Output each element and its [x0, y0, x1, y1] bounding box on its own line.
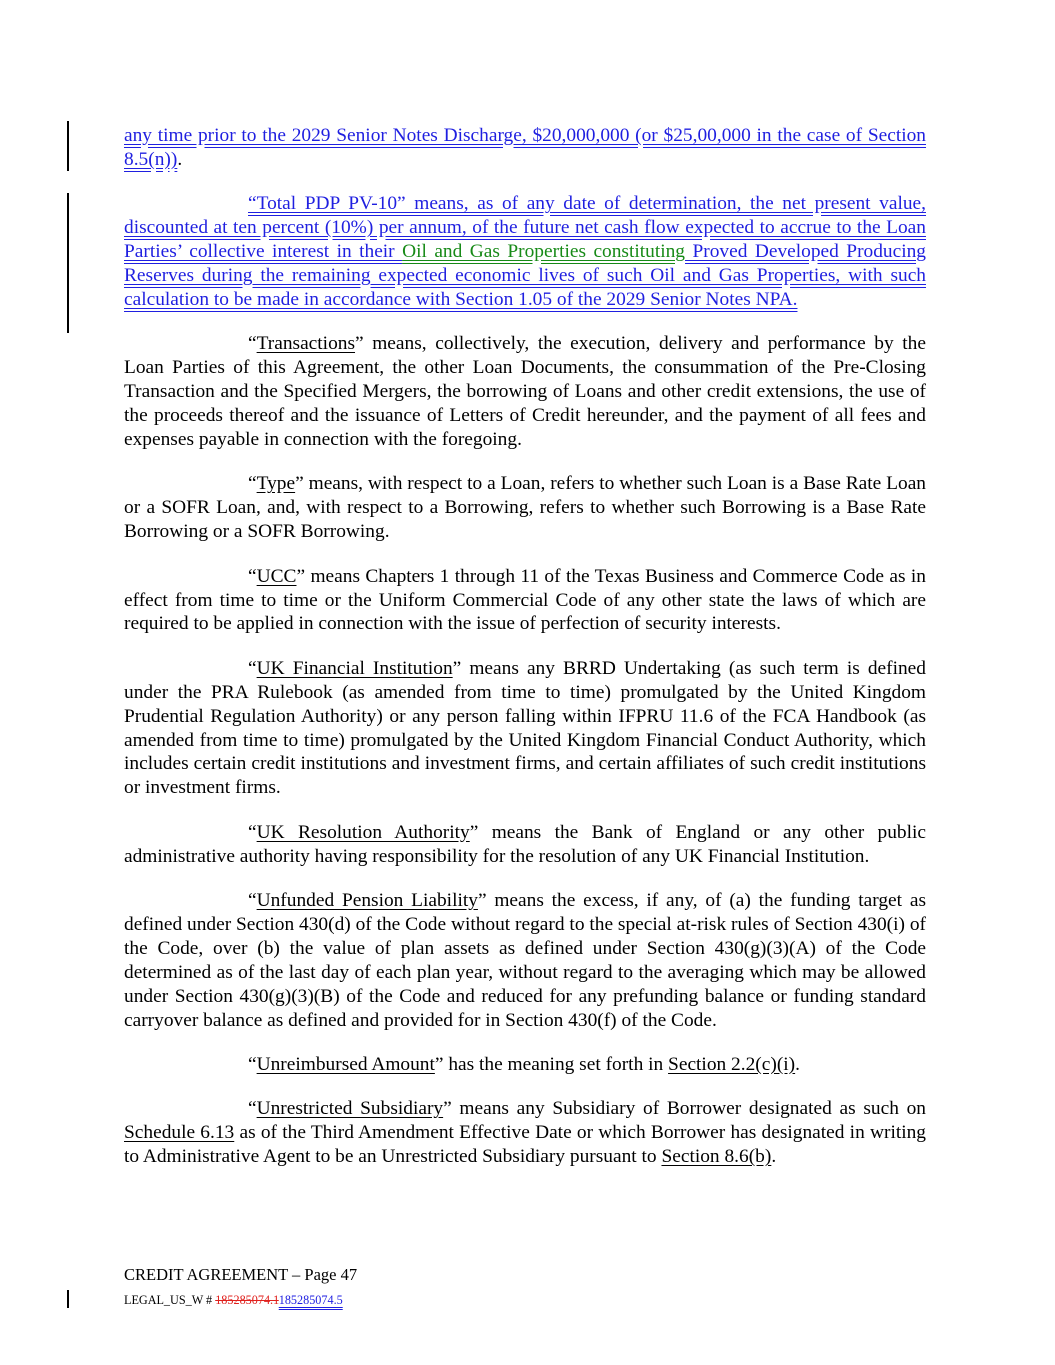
definition-uk-resolution-authority: “UK Resolution Authority” means the Bank of England or any other public administrative authority having responsibility for the resolution of any UK Financial Institution.: [124, 821, 926, 867]
paragraph-continuation: any time prior to the 2029 Senior Notes Discharge, $20,000,000 (or $25,00,000 in the case of Section 8.5(n)).: [124, 125, 926, 170]
moved-text: Oil and Gas Properties constituting: [402, 241, 686, 263]
defined-term: UCC: [256, 565, 297, 587]
schedule-reference: Schedule 6.13: [124, 1122, 235, 1144]
inserted-text: Proved Developed Producing Reserves during the remaining expected economic lives of such Oil and Gas Properties, with such calculation to be made in accordance with Section 1.05 of the 2029 Senior Notes NPA.: [124, 241, 926, 310]
definition-uk-financial-institution: “UK Financial Institution” means any BRRD Undertaking (as such term is defined under the PRA Rulebook (as amended from time to time) promulgated by the United Kingdom Prudential Regulation Authority) or any person falling within IFPRU 11.6 of the FCA Handbook (as amended from time to time) promulgated by the United Kingdom Financial Conduct Authority, which includes certain credit institutions and investment firms, and certain affiliates of such credit institutions or investment firms.: [124, 657, 926, 799]
change-bar: [67, 193, 69, 333]
footer-document-id: LEGAL_US_W # 185285074.1185285074.5: [124, 1293, 343, 1307]
document-body: [124, 124, 926, 1190]
definition-unrestricted-subsidiary: “Unrestricted Subsidiary” means any Subsidiary of Borrower designated as such on Schedule 6.13 as of the Third Amendment Effective Date or which Borrower has designated in writing to Administrative Agent to be an Unrestricted Subsidiary pursuant to Section 8.6(b).: [124, 1098, 927, 1168]
defined-term: Unrestricted Subsidiary: [256, 1098, 444, 1120]
footer-title: CREDIT AGREEMENT – Page 47: [124, 1265, 358, 1284]
deleted-text: 185285074.1: [215, 1293, 279, 1307]
defined-term: UK Financial Institution: [256, 657, 453, 679]
definition-ucc: “UCC” means Chapters 1 through 11 of the Texas Business and Commerce Code as in effect from time to time or the Uniform Commercial Code of any other state the laws of which are required to be applied in connection with the issue of perfection of security interests.: [124, 565, 926, 635]
definition-unfunded-pension-liability: “Unfunded Pension Liability” means the excess, if any, of (a) the funding target as defined under Section 430(d) of the Code without regard to the special at-risk rules of Section 430(i) of the Code, over (b) the value of plan assets as defined under Section 430(g)(3)(A) of the Code determined as of the last day of each plan year, without regard to the averaging which may be allowed under Section 430(g)(3)(B) of the Code and reduced for any prefunding balance or funding standard carryover balance as defined and provided for in Section 430(f) of the Code.: [124, 890, 926, 1031]
defined-term: Transactions: [256, 333, 356, 355]
inserted-text: 185285074.5: [278, 1293, 343, 1307]
definition-type: “Type” means, with respect to a Loan, refers to whether such Loan is a Base Rate Loan or a SOFR Loan, and, with respect to a Borrowing, refers to whether such Borrowing is a Base Rate Borrowing or a SOFR Borrowing.: [124, 473, 926, 543]
definition-total-pdp-pv10: [124, 192, 926, 312]
change-bar: [67, 121, 69, 171]
defined-term: Type: [256, 473, 296, 495]
inserted-text: any time prior to the 2029 Senior Notes Discharge, $20,000,000 (or $25,00,000 in the case of Section 8.5(n)): [124, 125, 926, 170]
section-reference: Section 2.2(c)(i): [668, 1054, 796, 1075]
definition-unreimbursed-amount: “Unreimbursed Amount” has the meaning set forth in Section 2.2(c)(i).: [248, 1054, 800, 1075]
inserted-text: “Total PDP PV-10” means, as of any date of determination, the net present value, discounted at ten percent (10%) per annum, of the future net cash flow expected to accrue to the Loan Parties’ collective interest in their: [124, 193, 926, 263]
section-reference: Section 8.6(b): [661, 1146, 772, 1168]
page-footer: [124, 1265, 357, 1309]
defined-term: Unreimbursed Amount: [256, 1054, 435, 1075]
defined-term: UK Resolution Authority: [256, 821, 470, 843]
change-bar: [67, 1290, 69, 1308]
definition-transactions: “Transactions” means, collectively, the execution, delivery and performance by the Loan Parties of this Agreement, the other Loan Documents, the consummation of the Pre-Closing Transaction and the Specified Mergers, the borrowing of Loans and other credit extensions, the use of the proceeds thereof and the issuance of Letters of Credit hereunder, and the payment of all fees and expenses payable in connection with the foregoing.: [124, 333, 926, 450]
defined-term: Unfunded Pension Liability: [256, 890, 478, 912]
